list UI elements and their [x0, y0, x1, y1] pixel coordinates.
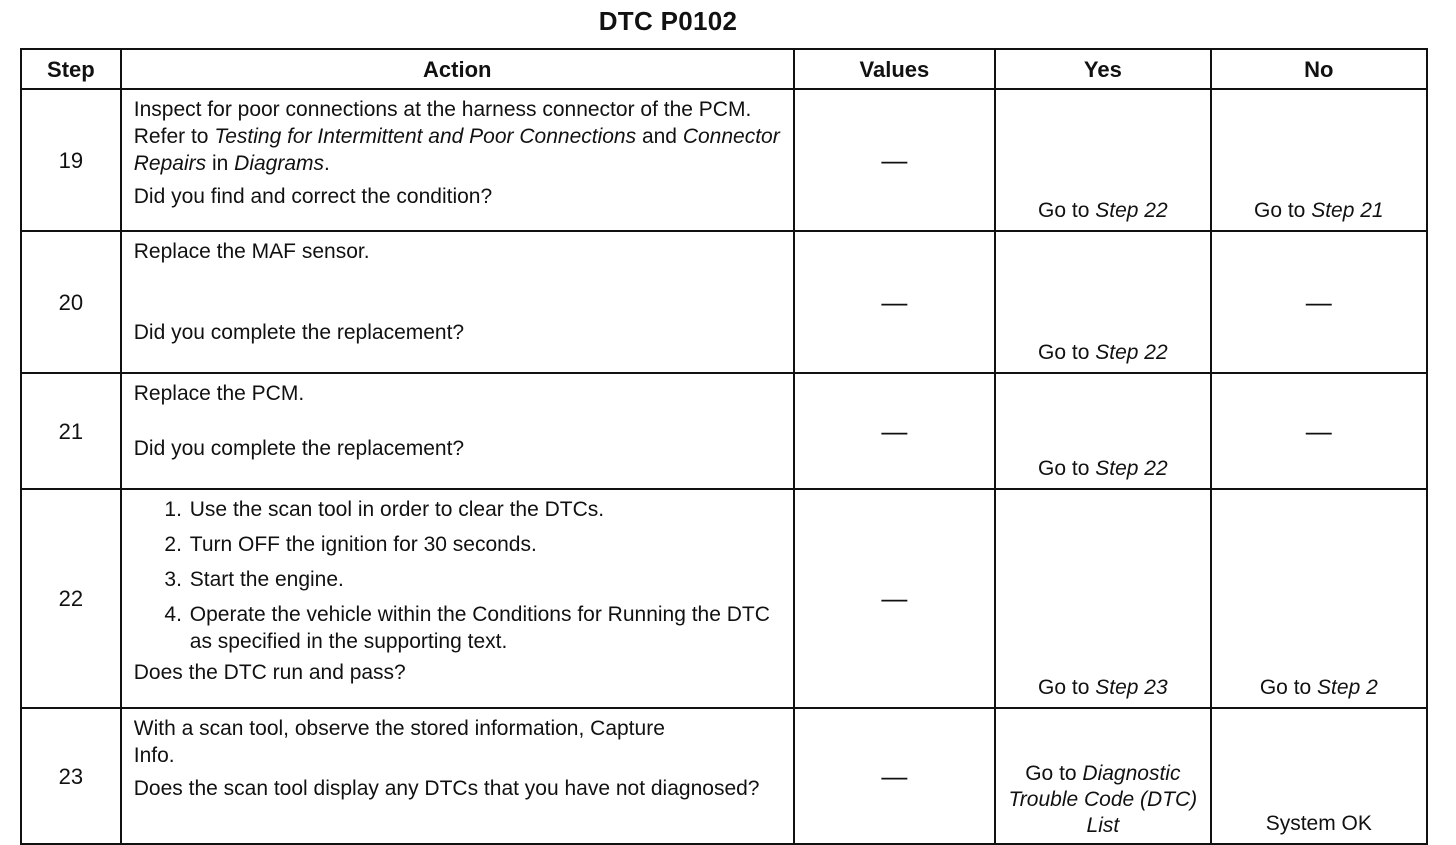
header-step: Step — [21, 49, 121, 89]
header-values: Values — [794, 49, 995, 89]
list-item: 3. Start the engine. — [188, 566, 783, 593]
list-item: 2. Turn OFF the ignition for 30 seconds. — [188, 531, 783, 558]
action-text: Replace the MAF sensor. — [133, 240, 370, 263]
action-text: Inspect for poor connections at the harness connector of the PCM. Refer to Testing for Intermittent and Poor Connections and Connector Repairs in Diagrams. — [133, 98, 780, 175]
yes-step-link[interactable]: Step 22 — [1095, 457, 1168, 480]
step-number: 23 — [21, 708, 121, 844]
action-cell — [121, 708, 794, 844]
yes-step-link[interactable]: Step 22 — [1095, 199, 1168, 222]
reference-link[interactable]: Connector Repairs — [133, 125, 780, 175]
yes-cell: Go to Step 23 — [995, 489, 1211, 708]
table-row — [21, 373, 1427, 489]
no-cell: Go to Step 2 — [1211, 489, 1427, 708]
no-cell: Go to Step 21 — [1211, 89, 1427, 231]
table-row — [21, 231, 1427, 373]
diagnostic-table — [20, 48, 1428, 845]
yes-cell: Go to Diagnostic Trouble Code (DTC) List — [995, 708, 1211, 844]
action-text: Replace the PCM. — [133, 382, 305, 405]
values-cell: — — [794, 89, 995, 231]
page-title: DTC P0102 — [598, 6, 738, 36]
no-step-link[interactable]: Step 2 — [1317, 676, 1378, 699]
action-steps-list — [134, 496, 783, 655]
yes-cell: Go to Step 22 — [995, 373, 1211, 489]
table-row — [21, 89, 1427, 231]
step-number: 20 — [21, 231, 121, 373]
action-cell — [121, 489, 794, 708]
action-question: Did you complete the replacement? — [133, 437, 465, 460]
header-row — [21, 49, 1427, 89]
action-cell — [121, 89, 794, 231]
no-cell: System OK — [1211, 708, 1427, 844]
action-question: Did you complete the replacement? — [133, 321, 465, 344]
yes-cell: Go to Step 22 — [995, 231, 1211, 373]
header-action: Action — [121, 49, 794, 89]
action-question: Does the DTC run and pass? — [133, 661, 406, 684]
values-cell: — — [794, 231, 995, 373]
action-question: Does the scan tool display any DTCs that you have not diagnosed? — [133, 777, 760, 800]
step-number: 22 — [21, 489, 121, 708]
yes-step-link[interactable]: Step 22 — [1095, 341, 1168, 364]
list-item: 4. Operate the vehicle within the Conditions for Running the DTC as specified in the supporting text. — [188, 601, 783, 655]
yes-step-link[interactable]: Step 23 — [1095, 676, 1168, 699]
reference-link[interactable]: Diagrams — [234, 152, 325, 175]
yes-cell: Go to Step 22 — [995, 89, 1211, 231]
values-cell: — — [794, 489, 995, 708]
step-number: 19 — [21, 89, 121, 231]
header-yes: Yes — [995, 49, 1211, 89]
yes-dtc-list-link[interactable]: Diagnostic Trouble Code (DTC) List — [1008, 762, 1198, 837]
values-cell: — — [794, 373, 995, 489]
no-step-link[interactable]: Step 21 — [1311, 199, 1384, 222]
step-number: 21 — [21, 373, 121, 489]
reference-link[interactable]: Testing for Intermittent and Poor Connections — [214, 125, 637, 148]
no-cell: — — [1211, 373, 1427, 489]
values-cell: — — [794, 708, 995, 844]
action-cell — [121, 231, 794, 373]
table-row — [21, 708, 1427, 844]
action-question: Did you find and correct the condition? — [133, 185, 493, 208]
action-text: With a scan tool, observe the stored information, Capture Info. — [133, 717, 665, 767]
action-cell — [121, 373, 794, 489]
table-row — [21, 489, 1427, 708]
header-no: No — [1211, 49, 1427, 89]
list-item: 1. Use the scan tool in order to clear the DTCs. — [188, 496, 783, 523]
no-cell: — — [1211, 231, 1427, 373]
